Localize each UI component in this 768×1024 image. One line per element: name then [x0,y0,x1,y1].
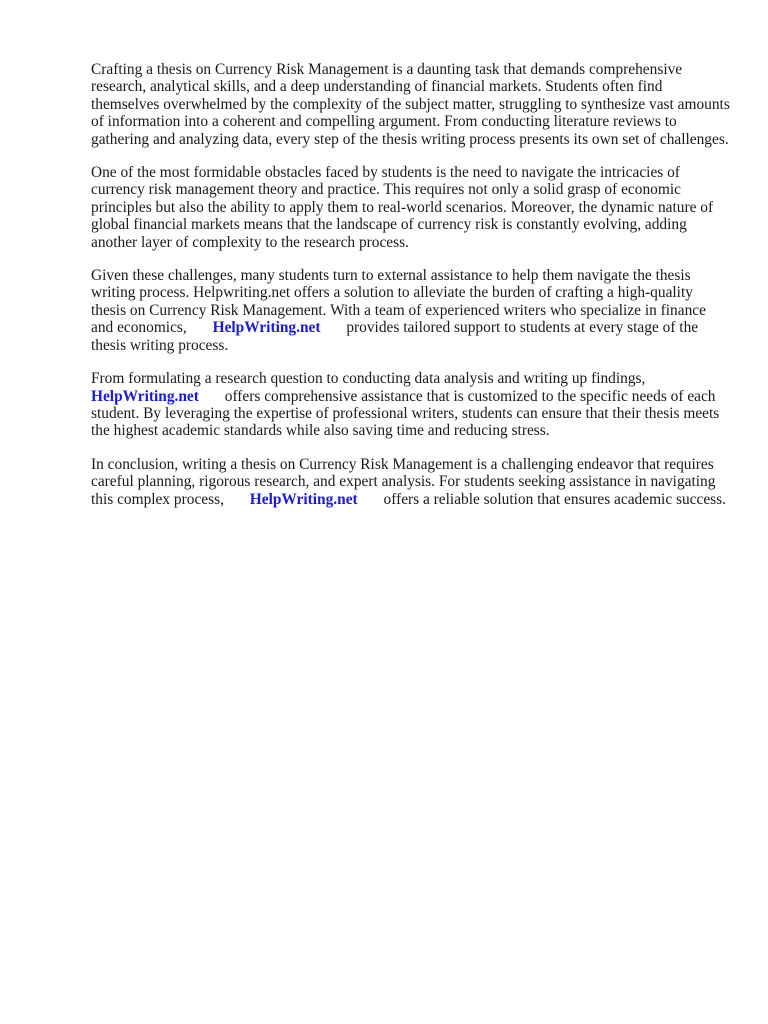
document-body [91,61,731,524]
paragraph-2-text: One of the most formidable obstacles faced by students is the need to navigate the intricacies of currency risk management theory and practice. This requires not only a solid grasp of economic principles but also the ability to apply them to real-world scenarios. Moreover, the dynamic nature of global financial markets means that the landscape of currency risk is constantly evolving, adding another layer of complexity to the research process. [91,164,714,251]
paragraph-3 [91,267,731,354]
paragraph-2 [91,164,731,251]
helpwriting-link[interactable]: HelpWriting.net [212,319,321,337]
paragraph-3-text-before: Given these challenges, many students turn to external assistance to help them navigate the thesis writing process. Helpwriting.net offers a solution to alleviate the burden of crafting a high-quality thesis on Currency Risk Management. With a team of experienced writers who specialize in finance and economics, [91,267,706,337]
helpwriting-link[interactable]: HelpWriting.net [249,490,358,508]
paragraph-1 [91,61,731,148]
paragraph-5 [91,456,731,508]
paragraph-4 [91,370,731,440]
paragraph-4-text-before: From formulating a research question to conducting data analysis and writing up findings, [91,370,646,388]
paragraph-5-text-after: offers a reliable solution that ensures academic success. [383,490,727,508]
helpwriting-link[interactable]: HelpWriting.net [91,387,199,405]
paragraph-4-text-after: offers comprehensive assistance that is customized to the specific needs of each student. By leveraging the expertise of professional writers, students can ensure that their thesis meets the highest academic standards while also saving time and reducing stress. [91,387,720,440]
paragraph-5-text-before: In conclusion, writing a thesis on Currency Risk Management is a challenging endeavor that requires careful planning, rigorous research, and expert analysis. For students seeking assistance in navigating this complex process, [91,455,716,508]
paragraph-3-text-after: provides tailored support to students at every stage of the thesis writing process. [91,319,699,354]
paragraph-1-text: Crafting a thesis on Currency Risk Management is a daunting task that demands comprehensive research, analytical skills, and a deep understanding of financial markets. Students often find themselves overwhelmed by the complexity of the subject matter, struggling to synthesize vast amounts of information into a coherent and compelling argument. From conducting literature reviews to gathering and analyzing data, every step of the thesis writing process presents its own set of challenges. [91,61,730,148]
